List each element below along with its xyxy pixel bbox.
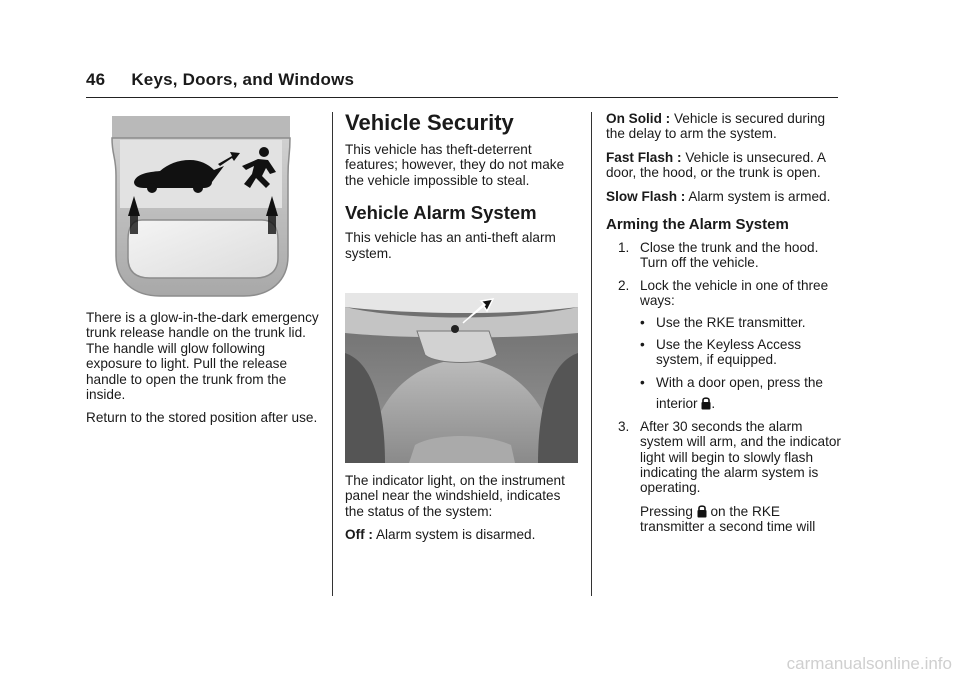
page-number: 46 [86, 70, 106, 89]
arming-step [606, 278, 842, 412]
bullet-mark: • [640, 314, 645, 330]
arming-steps [606, 240, 842, 535]
status-on-solid [606, 111, 842, 142]
list-item: • With a door open, press the interior . [640, 374, 823, 412]
step-number: 3. [618, 418, 630, 434]
lock-icon [701, 396, 711, 410]
status-slow-flash [606, 189, 842, 204]
status-off-desc: Alarm system is disarmed. [375, 527, 536, 543]
step-number: 1. [618, 240, 630, 256]
step-text: Lock the vehicle in one of three ways: [640, 277, 829, 309]
column-1 [86, 116, 321, 434]
page-header [86, 70, 354, 90]
bullet-mark: • [640, 374, 645, 390]
status-fast-flash-term: Fast Flash : [606, 149, 682, 165]
list-item: • Use the Keyless Access system, if equipped. [640, 337, 802, 368]
trunk-release-handle-illustration [86, 116, 321, 298]
column-divider-1 [332, 112, 333, 596]
step-text: Close the trunk and the hood. Turn off the vehicle. [640, 240, 819, 271]
chapter-title: Keys, Doors, and Windows [131, 70, 355, 89]
status-slow-flash-desc: Alarm system is armed. [688, 188, 831, 204]
step-number: 2. [618, 277, 630, 293]
stored-position-note: Return to the stored position after use. [86, 410, 318, 426]
status-on-solid-term: On Solid : [606, 111, 671, 126]
arming-heading: Arming the Alarm System [606, 216, 789, 234]
status-off [345, 527, 581, 542]
pressing-note: Pressing on the RKE transmitter a second time will [640, 503, 816, 535]
arming-step [606, 240, 842, 271]
watermark: carmanualsonline.info [786, 654, 952, 673]
handle-description: There is a glow-in-the-dark emergency trunk release handle on the trunk lid. The handle will glow following exposure to light. Pull the release handle to open the trunk from the inside. [86, 310, 319, 403]
column-2 [345, 110, 581, 551]
vehicle-security-heading: Vehicle Security [345, 110, 514, 135]
list-item: • Use the RKE transmitter. [640, 314, 806, 330]
vehicle-alarm-system-heading: Vehicle Alarm System [345, 202, 537, 224]
step-text: After 30 seconds the alarm system will arm, and the indicator light will begin to slowly flash indicating the alarm system is operating. [640, 418, 841, 496]
indicator-description: The indicator light, on the instrument panel near the windshield, indicates the status of the system: [345, 473, 565, 519]
interior-word: interior [656, 396, 698, 412]
status-on-solid-desc: Vehicle is secured during the delay to arm the system. [606, 111, 826, 142]
status-off-term: Off : [345, 527, 373, 543]
column-3 [606, 111, 842, 542]
instrument-panel-illustration [345, 293, 578, 463]
status-slow-flash-term: Slow Flash : [606, 188, 686, 204]
status-fast-flash [606, 150, 842, 181]
column-divider-2 [591, 112, 592, 596]
header-rule [86, 97, 838, 98]
arming-step [606, 419, 842, 535]
lock-methods [640, 315, 842, 412]
lock-icon [697, 504, 707, 518]
alarm-intro: This vehicle has an anti-theft alarm system. [345, 230, 556, 261]
vehicle-security-intro: This vehicle has theft-deterrent features; however, they do not make the vehicle impossible to steal. [345, 142, 565, 188]
status-fast-flash-desc: Vehicle is unsecured. A door, the hood, or the trunk is open. [606, 149, 826, 181]
bullet-mark: • [640, 337, 645, 353]
